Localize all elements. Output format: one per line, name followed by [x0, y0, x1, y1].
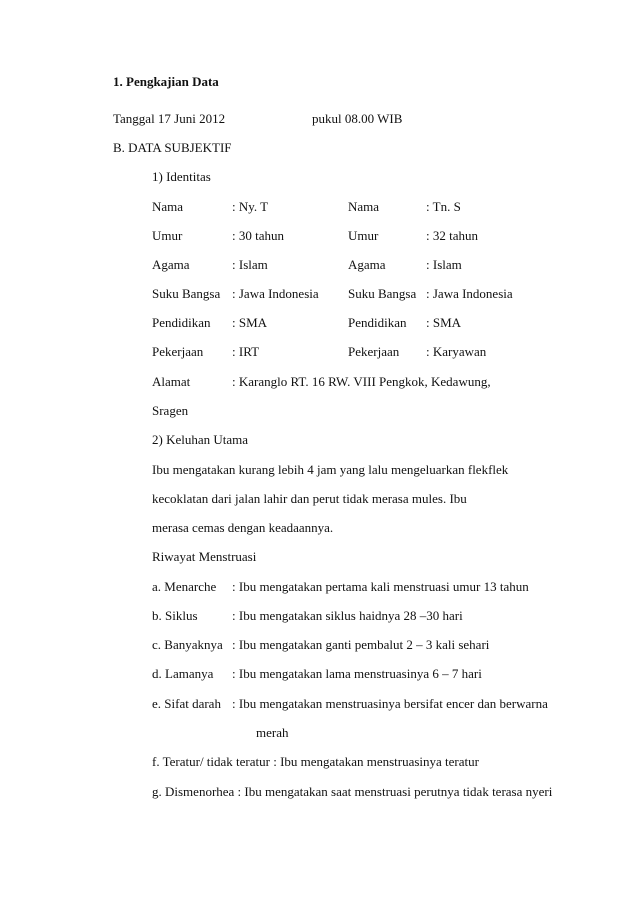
- menstruasi-label: d. Lamanya: [152, 666, 214, 681]
- identitas-label-right: Suku Bangsa: [348, 286, 417, 301]
- menstruasi-value: : Ibu mengatakan menstruasinya bersifat encer dan berwarna: [232, 696, 548, 711]
- menstruasi-value: : Ibu mengatakan lama menstruasinya 6 – 7 hari: [232, 666, 482, 681]
- identitas-label-left: Nama: [152, 199, 184, 214]
- menstruasi-title: Riwayat Menstruasi: [152, 549, 257, 564]
- identitas-value-right: : 32 tahun: [426, 228, 478, 243]
- identitas-label-left: Pekerjaan: [152, 344, 204, 359]
- alamat-label: Alamat: [152, 374, 191, 389]
- identitas-label-right: Pekerjaan: [348, 344, 400, 359]
- identitas-value-right: : SMA: [426, 315, 462, 330]
- menstruasi-label: c. Banyaknya: [152, 637, 223, 652]
- identitas-value-right: : Karyawan: [426, 344, 487, 359]
- menstruasi-value: : Ibu mengatakan siklus haidnya 28 –30 hari: [232, 608, 463, 623]
- sifat-continuation: merah: [256, 725, 289, 740]
- identitas-label-left: Pendidikan: [152, 315, 211, 330]
- identitas-label-left: Suku Bangsa: [152, 286, 221, 301]
- menstruasi-value: : Ibu mengatakan ganti pembalut 2 – 3 kali sehari: [232, 637, 490, 652]
- keluhan-line: merasa cemas dengan keadaannya.: [152, 520, 334, 535]
- section-b-heading: B. DATA SUBJEKTIF: [113, 140, 232, 155]
- menstruasi-label: b. Siklus: [152, 608, 198, 623]
- date-text: Tanggal 17 Juni 2012: [113, 111, 226, 126]
- identitas-value-left: : Islam: [232, 257, 268, 272]
- identitas-label-left: Umur: [152, 228, 183, 243]
- identitas-title: 1) Identitas: [152, 169, 211, 184]
- identitas-value-left: : IRT: [232, 344, 260, 359]
- identitas-value-left: : Jawa Indonesia: [232, 286, 319, 301]
- identitas-value-left: : Ny. T: [232, 199, 269, 214]
- menstruasi-value: : Ibu mengatakan pertama kali menstruasi umur 13 tahun: [232, 579, 529, 594]
- identitas-value-left: : SMA: [232, 315, 268, 330]
- identitas-label-right: Umur: [348, 228, 379, 243]
- alamat-continuation: Sragen: [152, 403, 189, 418]
- keluhan-title: 2) Keluhan Utama: [152, 432, 249, 447]
- dismenorhea-line: g. Dismenorhea : Ibu mengatakan saat menstruasi perutnya tidak terasa nyeri: [152, 784, 553, 799]
- menstruasi-label: e. Sifat darah: [152, 696, 221, 711]
- identitas-label-right: Pendidikan: [348, 315, 407, 330]
- teratur-line: f. Teratur/ tidak teratur : Ibu mengatakan menstruasinya teratur: [152, 754, 479, 769]
- alamat-value: : Karanglo RT. 16 RW. VIII Pengkok, Kedawung,: [232, 374, 491, 389]
- menstruasi-label: a. Menarche: [152, 579, 217, 594]
- time-text: pukul 08.00 WIB: [312, 111, 403, 126]
- identitas-label-right: Nama: [348, 199, 380, 214]
- identitas-value-left: : 30 tahun: [232, 228, 284, 243]
- identitas-label-left: Agama: [152, 257, 190, 272]
- heading: 1. Pengkajian Data: [113, 74, 219, 89]
- identitas-value-right: : Tn. S: [426, 199, 461, 214]
- identitas-label-right: Agama: [348, 257, 386, 272]
- keluhan-line: kecoklatan dari jalan lahir dan perut tidak merasa mules. Ibu: [152, 491, 467, 506]
- identitas-value-right: : Jawa Indonesia: [426, 286, 513, 301]
- identitas-value-right: : Islam: [426, 257, 462, 272]
- keluhan-line: Ibu mengatakan kurang lebih 4 jam yang lalu mengeluarkan flekflek: [152, 462, 509, 477]
